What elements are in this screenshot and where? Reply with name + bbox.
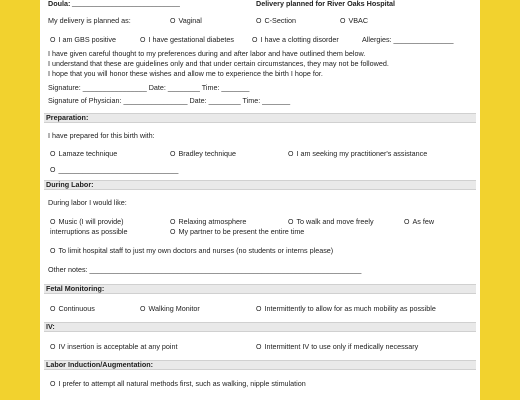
intro-line-3: I hope that you will honor these wishes and allow me to experience the birth I hope for. — [48, 69, 323, 78]
preparation-prompt: I have prepared for this birth with: — [48, 131, 155, 140]
signature-line[interactable]: Signature: ________________ Date: ________ Time: _______ — [48, 83, 250, 92]
radio-circle-icon: O — [252, 37, 258, 44]
labor-option-few-interruptions[interactable]: O As few — [404, 217, 435, 226]
radio-circle-icon: O — [170, 18, 176, 25]
prep-option-bradley[interactable]: O Bradley technique — [170, 149, 236, 158]
radio-circle-icon: O — [50, 306, 56, 313]
radio-circle-icon: O — [170, 229, 176, 236]
radio-circle-icon: O — [50, 167, 56, 174]
radio-circle-icon: O — [404, 219, 410, 226]
condition-gbs-positive[interactable]: O I am GBS positive — [50, 35, 116, 44]
condition-clotting-disorder[interactable]: O I have a clotting disorder — [252, 35, 339, 44]
intro-line-2: I understand that these are guidelines only and that under certain circumstances, they may not be followed. — [48, 59, 389, 68]
induction-section-header: Labor Induction/Augmentation: — [44, 360, 476, 370]
labor-prompt: During labor I would like: — [48, 198, 127, 207]
radio-circle-icon: O — [140, 306, 146, 313]
radio-circle-icon: O — [50, 151, 56, 158]
radio-circle-icon: O — [288, 151, 294, 158]
radio-circle-icon: O — [256, 306, 262, 313]
radio-circle-icon: O — [50, 344, 56, 351]
monitoring-section-header: Fetal Monitoring: — [44, 284, 476, 294]
radio-circle-icon: O — [170, 151, 176, 158]
delivery-label: My delivery is planned as: — [48, 16, 131, 25]
monitoring-option-continuous[interactable]: O Continuous — [50, 304, 95, 313]
labor-option-music[interactable]: O Music (I will provide) — [50, 217, 124, 226]
radio-circle-icon: O — [340, 18, 346, 25]
iv-option-any-point[interactable]: O IV insertion is acceptable at any point — [50, 342, 178, 351]
induction-option-natural[interactable]: O I prefer to attempt all natural methods first, such as walking, nipple stimulation — [50, 379, 306, 388]
radio-circle-icon: O — [140, 37, 146, 44]
radio-circle-icon: O — [170, 219, 176, 226]
delivery-hospital-text: Delivery planned for River Oaks Hospital — [256, 0, 396, 8]
radio-circle-icon: O — [50, 381, 56, 388]
monitoring-option-walking[interactable]: O Walking Monitor — [140, 304, 200, 313]
doula-blank[interactable]: ___________________________ — [72, 0, 180, 7]
allergies-field[interactable]: Allergies: _______________ — [362, 35, 454, 44]
radio-circle-icon: O — [50, 37, 56, 44]
radio-circle-icon: O — [50, 219, 56, 226]
iv-section-header: IV: — [44, 322, 476, 332]
radio-circle-icon: O — [256, 344, 262, 351]
labor-option-continuation: interruptions as possible — [50, 227, 128, 236]
intro-line-1: I have given careful thought to my preferences during and after labor and have outlined them below. — [48, 49, 366, 58]
prep-option-lamaze[interactable]: O Lamaze technique — [50, 149, 118, 158]
labor-option-partner[interactable]: O My partner to be present the entire time — [170, 227, 305, 236]
labor-option-limit-staff[interactable]: O To limit hospital staff to just my own doctors and nurses (no students or interns please) — [50, 246, 334, 255]
delivery-option-vbac[interactable]: O VBAC — [340, 16, 369, 25]
prep-option-practitioner[interactable]: O I am seeking my practitioner's assistance — [288, 149, 428, 158]
labor-other-notes[interactable]: Other notes: ____________________________________________________________________ — [48, 265, 362, 274]
radio-circle-icon: O — [288, 219, 294, 226]
delivery-option-vaginal[interactable]: O Vaginal — [170, 16, 202, 25]
radio-circle-icon: O — [50, 248, 56, 255]
radio-circle-icon: O — [256, 18, 262, 25]
physician-signature-line[interactable]: Signature of Physician: ________________ Date: ________ Time: _______ — [48, 96, 291, 105]
prep-option-other[interactable]: O ______________________________ — [50, 165, 179, 174]
doula-label: Doula: — [48, 0, 71, 8]
birth-plan-page — [40, 0, 480, 400]
labor-option-relaxing[interactable]: O Relaxing atmosphere — [170, 217, 247, 226]
labor-option-walk[interactable]: O To walk and move freely — [288, 217, 374, 226]
monitoring-option-intermittent[interactable]: O Intermittently to allow for as much mobility as possible — [256, 304, 436, 313]
preparation-section-header: Preparation: — [44, 113, 476, 123]
labor-section-header: During Labor: — [44, 180, 476, 190]
condition-gestational-diabetes[interactable]: O I have gestational diabetes — [140, 35, 234, 44]
iv-option-intermittent[interactable]: O Intermittent IV to use only if medically necessary — [256, 342, 419, 351]
delivery-option-csection[interactable]: O C-Section — [256, 16, 297, 25]
